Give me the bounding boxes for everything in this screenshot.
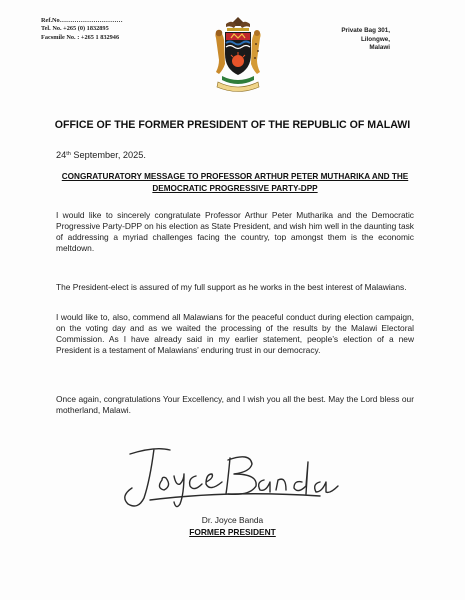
letter-date [56,150,146,160]
signer-title: FORMER PRESIDENT [189,527,276,537]
coat-of-arms-icon [212,14,264,94]
paragraph: Once again, congratulations Your Excellency, and I wish you all the best. May the Lord bless our motherland, Malawi. [56,394,414,416]
office-title: OFFICE OF THE FORMER PRESIDENT OF THE REPUBLIC OF MALAWI [54,119,411,131]
address-line: Malawi [369,44,390,52]
fax-line: Facsmile No. : +265 1 832946 [41,33,120,41]
subject-heading: CONGRATURATORY MESSAGE TO PROFESSOR ARTHUR PETER MUTHARIKA AND THE DEMOCRATIC PROGRESSIVE PARTY-DPP [61,172,409,193]
handwritten-signature [110,440,350,515]
date-rest: September, 2025. [70,150,146,160]
address-line: Lilongwe, [360,35,390,43]
address-line: Private Bag 301, [341,27,390,34]
reference-block [41,17,123,42]
postal-address [330,27,390,53]
paragraph: I would like to sincerely congratulate Professor Arthur Peter Mutharika and the Democratic Progressive Party-DPP on his election as State President, and wish him well in the daunting task of addressing a myriad challenges facing the country, top amongst them is the economic meltdown. [56,210,414,254]
date-suffix: th [66,151,71,157]
paragraph: The President-elect is assured of my full support as he works in the best interest of Malawians. [56,282,407,292]
ref-number-line: Ref.No………………………… [41,17,123,24]
date-day: 24 [56,150,67,160]
paragraph: I would like to, also, commend all Malawians for the peaceful conduct during election campaign, on the voting day and as we waited the processing of the results by the Malawi Electoral Commission. As I have already said in my earlier statement, people’s election of a new President is a testament of Malawians’ enduring trust in our democracy. [56,312,414,356]
telephone-line: Tel. No. +265 (0) 1832895 [41,25,109,33]
signer-name: Dr. Joyce Banda [201,515,264,525]
